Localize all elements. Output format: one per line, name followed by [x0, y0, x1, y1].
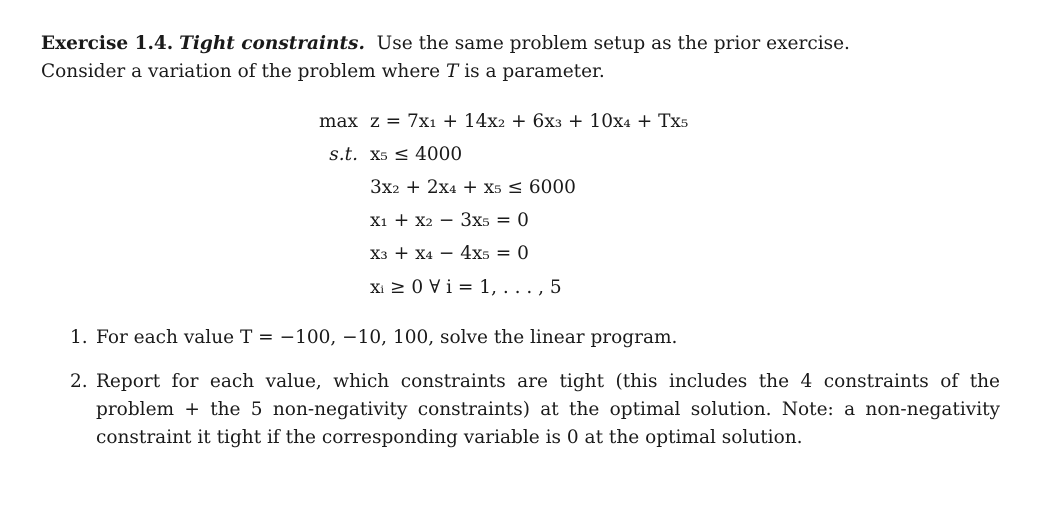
exercise-label: Exercise 1.4.: [41, 33, 174, 54]
question-list: [70, 324, 1000, 452]
question-item: [70, 368, 1000, 452]
objective-function: z = 7x₁ + 14x₂ + 6x₃ + 10x₄ + Tx₅: [370, 111, 689, 132]
question-text: Report for each value, which constraints are tight (this includes the 4 constraints of the problem + the 5 non-negativity constraints) at the optimal solution. Note: a non-negativity constraint it tight if the corresponding variable is 0 at the optimal solution.: [96, 371, 1000, 448]
question-number: 2.: [70, 371, 88, 392]
nonnegativity-constraint: xᵢ ≥ 0 ∀ i = 1, . . . , 5: [370, 277, 562, 298]
intro-line-1: [41, 30, 1001, 58]
constraint-2: 3x₂ + 2x₄ + x₅ ≤ 6000: [370, 177, 576, 198]
question-text: For each value T = −100, −10, 100, solve the linear program.: [96, 327, 678, 348]
subject-to-keyword: s.t.: [329, 144, 358, 165]
constraint-1: x₅ ≤ 4000: [370, 144, 463, 165]
question-number: 1.: [70, 327, 88, 348]
intro-text-2a: Consider a variation of the problem where: [41, 61, 441, 82]
max-keyword: max: [318, 111, 358, 132]
intro-line-2: [41, 58, 1001, 86]
intro-text-2b: is a parameter.: [464, 61, 605, 82]
parameter-symbol: T: [445, 61, 459, 82]
exercise-intro: [41, 30, 1001, 86]
constraint-4: x₃ + x₄ − 4x₅ = 0: [370, 243, 529, 264]
question-item: [70, 324, 1000, 352]
intro-text-1: Use the same problem setup as the prior exercise.: [376, 33, 850, 54]
exercise-title: Tight constraints.: [179, 33, 365, 54]
constraint-3: x₁ + x₂ − 3x₅ = 0: [370, 210, 529, 231]
